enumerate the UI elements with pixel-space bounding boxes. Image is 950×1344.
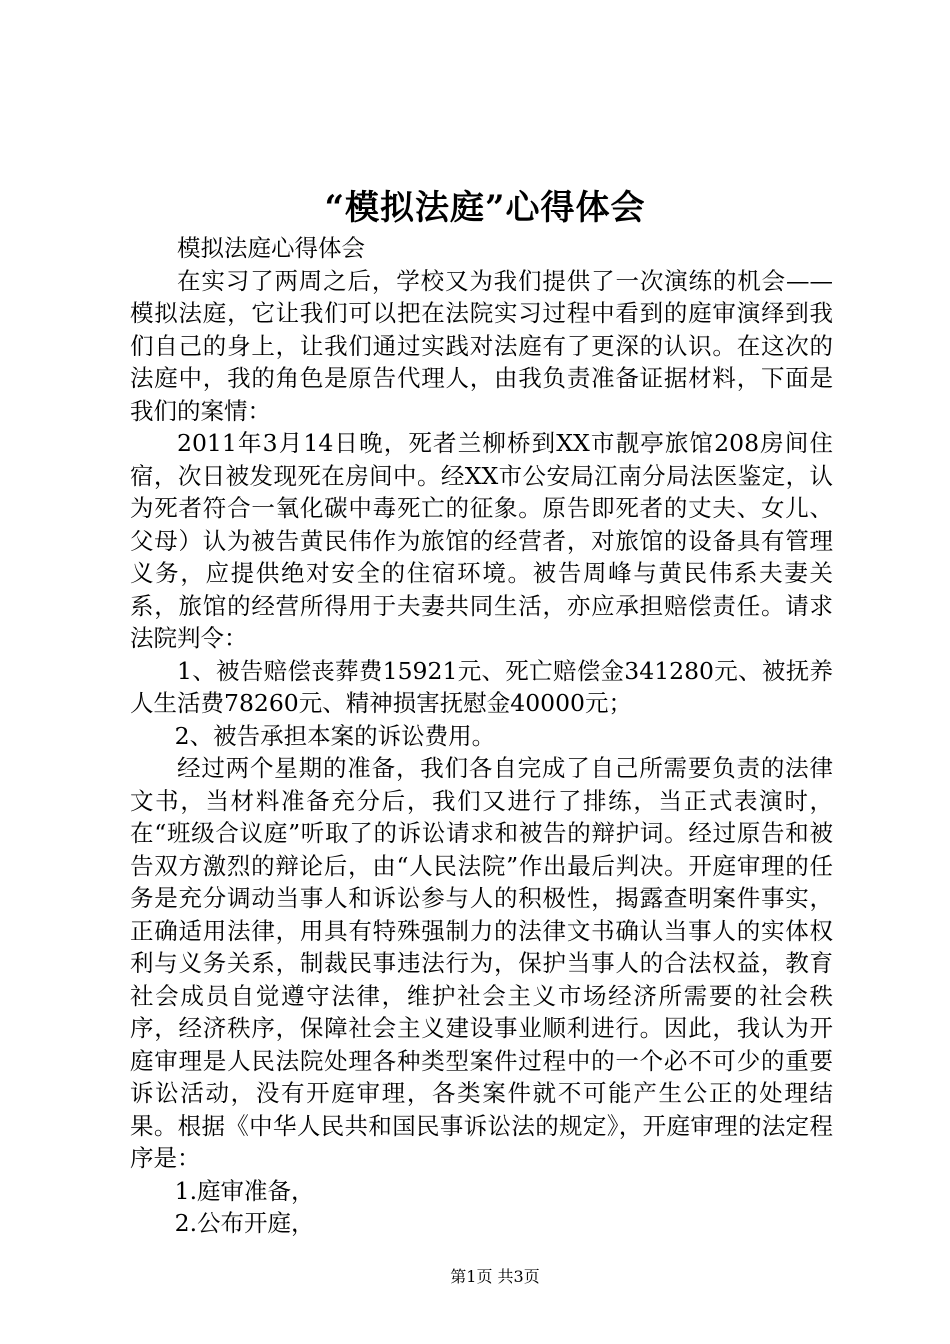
- paragraph-reflection: 经过两个星期的准备，我们各自完成了自己所需要负责的法律文书，当材料准备充分后，我们又进行了排练，当正式表演时，在“班级合议庭”听取了的诉讼请求和被告的辩护词。经过原告和被告双方激烈的辩论后，由“人民法院”作出最后判决。开庭审理的任务是充分调动当事人和诉讼参与人的积极性，揭露查明案件事实，正确适用法律，用具有特殊强制力的法律文书确认当事人的实体权利与义务关系，制裁民事违法行为，保护当事人的合法权益，教育社会成员自觉遵守法律，维护社会主义市场经济所需要的社会秩序，经济秩序，保障社会主义建设事业顺利进行。因此，我认为开庭审理是人民法院处理各种类型案件过程中的一个必不可少的重要诉讼活动，没有开庭审理，各类案件就不可能产生公正的处理结果。根据《中华人民共和国民事诉讼法的规定》，开庭审理的法定程序是：: [130, 754, 833, 1172]
- paragraph-claim-2: 2、被告承担本案的诉讼费用。: [174, 721, 496, 750]
- list-item-procedure-1: 1.庭审准备，: [174, 1176, 315, 1205]
- paragraph-intro: 在实习了两周之后，学校又为我们提供了一次演练的机会——模拟法庭，它让我们可以把在法院实习过程中看到的庭审演绎到我们自己的身上，让我们通过实践对法庭有了更深的认识。在这次的法庭中，我的角色是原告代理人，由我负责准备证据材料，下面是我们的案情：: [130, 266, 833, 425]
- list-item-procedure-2: 2.公布开庭，: [174, 1209, 315, 1237]
- paragraph-subtitle: 模拟法庭心得体会: [177, 234, 365, 262]
- paragraph-case-facts: 2011年3月14日晚，死者兰柳桥到XX市靓亭旅馆208房间住宿，次日被发现死在房间中。经XX市公安局江南分局法医鉴定，认为死者符合一氧化碳中毒死亡的征象。原告即死者的丈夫、女儿、父母）认为被告黄民伟作为旅馆的经营者，对旅馆的设备具有管理义务，应提供绝对安全的住宿环境。被告周峰与黄民伟系夫妻关系，旅馆的经营所得用于夫妻共同生活，亦应承担赔偿责任。请求法院判令：: [130, 429, 833, 652]
- document-title: “模拟法庭”心得体会: [324, 188, 646, 228]
- paragraph-claim-1: 1、被告赔偿丧葬费15921元、死亡赔偿金341280元、被抚养人生活费78260元、精神损害抚慰金40000元；: [130, 656, 833, 717]
- document-body: [130, 232, 833, 1240]
- page-footer: 第1页 共3页: [450, 1267, 540, 1286]
